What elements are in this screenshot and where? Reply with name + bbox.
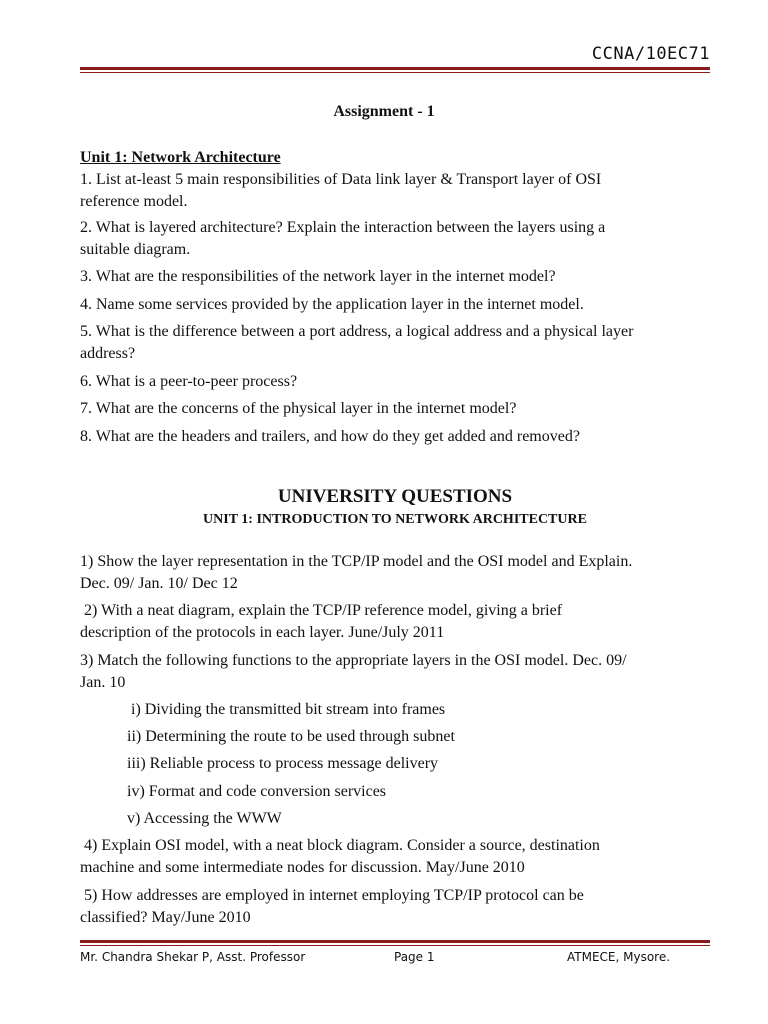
assignment-line: 5. What is the difference between a port address, a logical address and a physical layer <box>80 323 634 340</box>
assignment-line: 8. What are the headers and trailers, and how do they get added and removed? <box>80 428 580 445</box>
university-line: classified? May/June 2010 <box>80 909 251 926</box>
match-item: v) Accessing the WWW <box>127 810 282 827</box>
footer-rule <box>80 940 710 943</box>
assignment-line: suitable diagram. <box>80 241 191 258</box>
assignment-line: 4. Name some services provided by the application layer in the internet model. <box>80 296 584 313</box>
university-line: 1) Show the layer representation in the TCP/IP model and the OSI model and Explain. <box>80 553 633 570</box>
unit-heading: Unit 1: Network Architecture <box>80 149 281 166</box>
header-code: CCNA/10EC71 <box>591 44 710 64</box>
match-item: iv) Format and code conversion services <box>127 783 387 800</box>
footer-page-number: Page 1 <box>394 950 435 964</box>
match-item: iii) Reliable process to process message delivery <box>127 755 439 772</box>
university-line: 4) Explain OSI model, with a neat block diagram. Consider a source, destination <box>80 837 600 854</box>
assignment-line: address? <box>80 345 136 362</box>
assignment-title: Assignment - 1 <box>333 103 435 120</box>
footer-rule-thin <box>80 945 710 946</box>
university-line: description of the protocols in each layer. June/July 2011 <box>80 624 445 641</box>
university-questions-title: UNIVERSITY QUESTIONS <box>277 486 513 507</box>
assignment-line: 2. What is layered architecture? Explain the interaction between the layers using a <box>80 219 606 236</box>
assignment-line: 7. What are the concerns of the physical layer in the internet model? <box>80 400 517 417</box>
assignment-line: reference model. <box>80 193 188 210</box>
university-line: 3) Match the following functions to the appropriate layers in the OSI model. Dec. 09/ <box>80 652 627 669</box>
university-line: Dec. 09/ Jan. 10/ Dec 12 <box>80 575 238 592</box>
assignment-line: 1. List at-least 5 main responsibilities of Data link layer & Transport layer of OSI <box>80 171 602 188</box>
university-line: Jan. 10 <box>80 674 126 691</box>
match-item: i) Dividing the transmitted bit stream into frames <box>131 701 446 718</box>
match-item: ii) Determining the route to be used through subnet <box>127 728 455 745</box>
footer-author: Mr. Chandra Shekar P, Asst. Professor <box>80 950 306 964</box>
assignment-line: 6. What is a peer-to-peer process? <box>80 373 298 390</box>
header-rule-thin <box>80 72 710 73</box>
university-line: 5) How addresses are employed in internet employing TCP/IP protocol can be <box>80 887 584 904</box>
university-line: machine and some intermediate nodes for discussion. May/June 2010 <box>80 859 525 876</box>
assignment-line: 3. What are the responsibilities of the network layer in the internet model? <box>80 268 556 285</box>
footer-institution: ATMECE, Mysore. <box>567 950 671 964</box>
university-line: 2) With a neat diagram, explain the TCP/IP reference model, giving a brief <box>80 602 563 619</box>
header-rule <box>80 67 710 70</box>
university-questions-subtitle: UNIT 1: INTRODUCTION TO NETWORK ARCHITECTURE <box>203 512 587 527</box>
